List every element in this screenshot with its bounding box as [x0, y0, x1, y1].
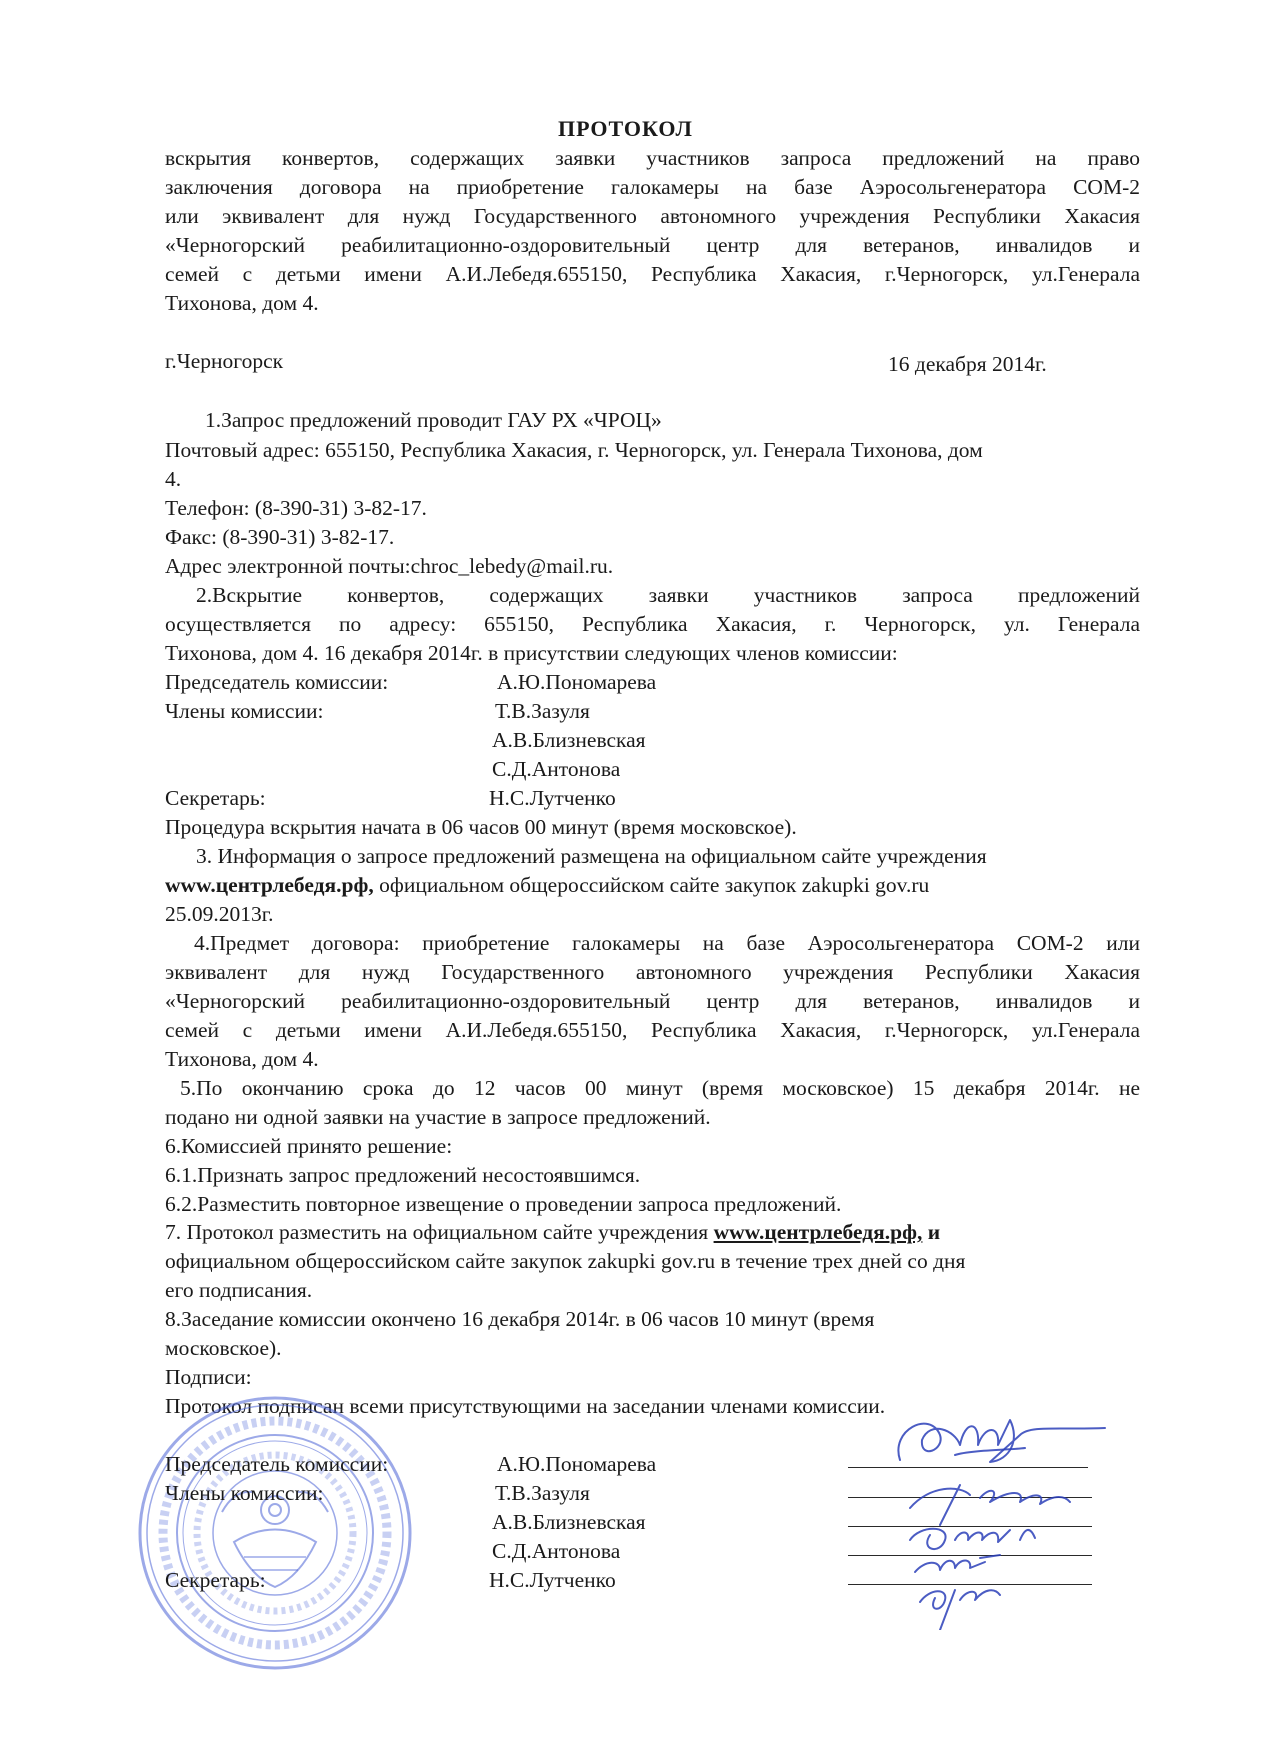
subtitle-line: «Черногорский реабилитационно-оздоровительный центр для ветеранов, инвалидов и — [165, 233, 1140, 257]
section-7-line: его подписания. — [165, 1278, 313, 1302]
member-name: С.Д.Антонова — [492, 757, 621, 781]
section-7-line: официальном общероссийском сайте закупок zakupki gov.ru в течение трех дней со дня — [165, 1249, 966, 1273]
email-label: Адрес электронной почты: — [165, 554, 411, 578]
section-4-line: эквивалент для нужд Государственного автономного учреждения Республики Хакасия — [165, 960, 1140, 984]
section-2-line: Тихонова, дом 4. 16 декабря 2014г. в присутствии следующих членов комиссии: — [165, 641, 898, 665]
email-address: chroc_lebedy@mail.ru. — [410, 554, 614, 578]
section-4-line: Тихонова, дом 4. — [165, 1047, 319, 1071]
handwritten-signatures-icon — [860, 1390, 1110, 1630]
document-place: г.Черногорск — [165, 349, 284, 373]
secretary-name: Н.С.Лутченко — [489, 786, 616, 810]
subtitle-line: Тихонова, дом 4. — [165, 291, 319, 315]
section-8-line: 8.Заседание комиссии окончено 16 декабря 2014г. в 06 часов 10 минут (время — [165, 1307, 875, 1331]
section-3-line: 3. Информация о запросе предложений размещена на официальном сайте учреждения — [196, 844, 987, 868]
website-link[interactable]: www.центрлебедя.рф, — [713, 1220, 923, 1244]
section-5-line: подано ни одной заявки на участие в запросе предложений. — [165, 1105, 711, 1129]
section-4-line: 4.Предмет договора: приобретение галокамеры на базе Аэросольгенератора СОМ-2 или — [194, 931, 1140, 955]
sign-chair-label: Председатель комиссии: — [165, 1452, 389, 1476]
section-1-email — [165, 552, 613, 581]
sign-member-name: Т.В.Зазуля — [495, 1481, 590, 1505]
section-1-phone: Телефон: (8-390-31) 3-82-17. — [165, 496, 427, 520]
signatures-statement: Протокол подписан всеми присутствующими на заседании членами комиссии. — [165, 1394, 886, 1418]
document-title: ПРОТОКОЛ — [558, 116, 693, 141]
section-8-line: московское). — [165, 1336, 282, 1360]
subtitle-line: вскрытия конвертов, содержащих заявки участников запроса предложений на право — [165, 146, 1140, 170]
sign-member-name: С.Д.Антонова — [492, 1539, 621, 1563]
subtitle-line: или эквивалент для нужд Государственного автономного учреждения Республики Хакасия — [165, 204, 1140, 228]
section-2-line: осуществляется по адресу: 655150, Республика Хакасия, г. Черногорск, ул. Генерала — [165, 612, 1140, 636]
section-1-fax: Факс: (8-390-31) 3-82-17. — [165, 525, 395, 549]
chair-label: Председатель комиссии: — [165, 670, 389, 694]
sign-secretary-label: Секретарь: — [165, 1568, 266, 1592]
section-1-address: Почтовый адрес: 655150, Республика Хакасия, г. Черногорск, ул. Генерала Тихонова, дом — [165, 438, 983, 462]
section-4-line: семей с детьми имени А.И.Лебедя.655150, Республика Хакасия, г.Черногорск, ул.Генерала — [165, 1018, 1140, 1042]
section-6-item: 6.2.Разместить повторное извещение о проведении запроса предложений. — [165, 1192, 842, 1216]
section-7-and: и — [922, 1220, 941, 1244]
subtitle-line: семей с детьми имени А.И.Лебедя.655150, Республика Хакасия, г.Черногорск, ул.Генерала — [165, 262, 1140, 286]
section-3-text: официальном общероссийском сайте закупок zakupki gov.ru — [373, 873, 930, 897]
chair-name: А.Ю.Пономарева — [497, 670, 657, 694]
sign-chair-name: А.Ю.Пономарева — [497, 1452, 657, 1476]
section-1-lead: 1.Запрос предложений проводит ГАУ РХ «ЧРОЦ» — [205, 408, 662, 432]
member-name: Т.В.Зазуля — [495, 699, 590, 723]
document-date: 16 декабря 2014г. — [888, 352, 1047, 376]
section-6-lead: 6.Комиссией принято решение: — [165, 1134, 453, 1158]
section-7-text: 7. Протокол разместить на официальном сайте учреждения — [165, 1220, 714, 1244]
signatures-label: Подписи: — [165, 1365, 252, 1389]
subtitle-line: заключения договора на приобретение галокамеры на базе Аэросольгенератора СОМ-2 — [165, 175, 1140, 199]
section-6-item: 6.1.Признать запрос предложений несостоявшимся. — [165, 1163, 641, 1187]
section-3-line — [165, 871, 929, 900]
members-label: Члены комиссии: — [165, 699, 324, 723]
section-1-address-cont: 4. — [165, 467, 182, 491]
secretary-label: Секретарь: — [165, 786, 266, 810]
section-3-date: 25.09.2013г. — [165, 902, 274, 926]
section-2-line: 2.Вскрытие конвертов, содержащих заявки участников запроса предложений — [196, 583, 1140, 607]
section-5-line: 5.По окончанию срока до 12 часов 00 минут (время московское) 15 декабря 2014г. не — [180, 1076, 1140, 1100]
sign-secretary-name: Н.С.Лутченко — [489, 1568, 616, 1592]
official-stamp-icon — [134, 1392, 416, 1674]
section-7-line — [165, 1218, 940, 1247]
member-name: А.В.Близневская — [492, 728, 646, 752]
website-link[interactable]: www.центрлебедя.рф, — [165, 873, 374, 897]
sign-members-label: Члены комиссии: — [165, 1481, 324, 1505]
section-4-line: «Черногорский реабилитационно-оздоровительный центр для ветеранов, инвалидов и — [165, 989, 1140, 1013]
sign-member-name: А.В.Близневская — [492, 1510, 646, 1534]
procedure-start: Процедура вскрытия начата в 06 часов 00 минут (время московское). — [165, 815, 797, 839]
